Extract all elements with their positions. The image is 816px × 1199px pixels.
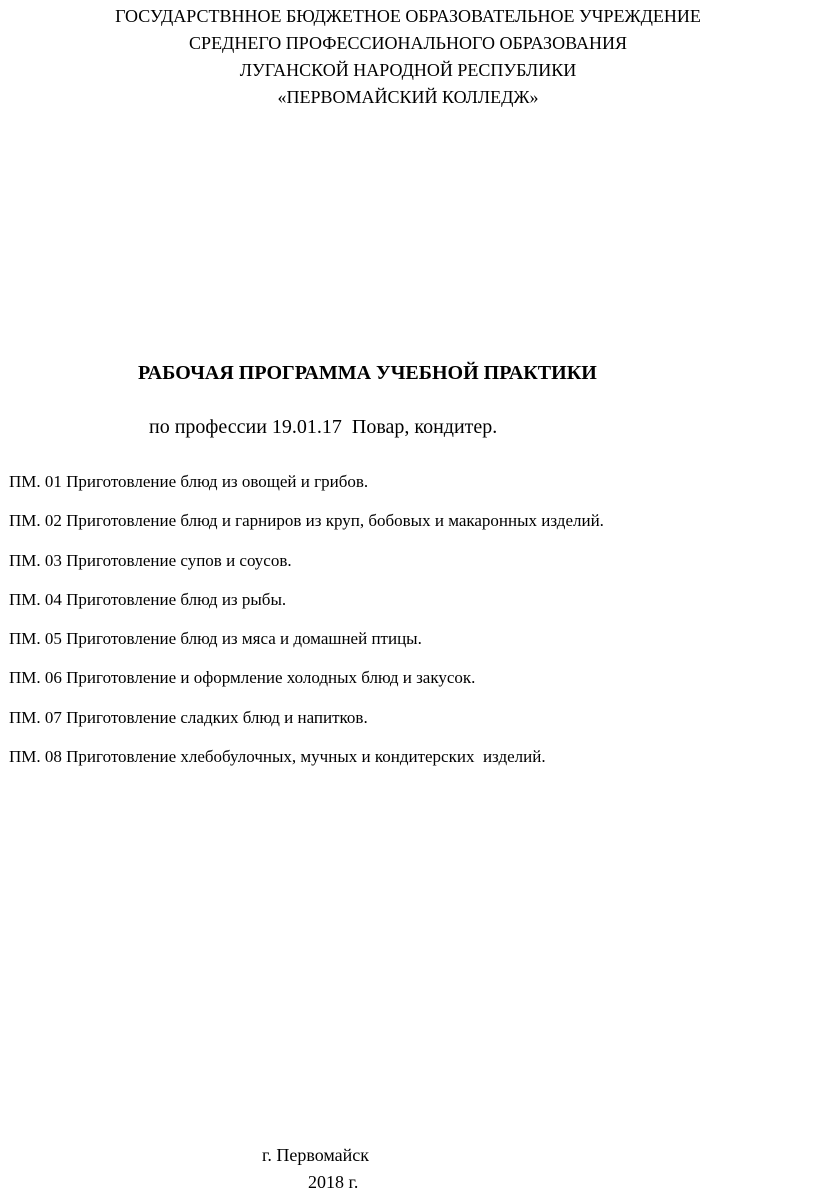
module-item: ПМ. 01 Приготовление блюд из овощей и грибов.: [9, 472, 369, 491]
footer-year: 2018 г.: [308, 1172, 359, 1192]
module-item: ПМ. 05 Приготовление блюд из мяса и домашней птицы.: [9, 629, 422, 649]
header-line: СРЕДНЕГО ПРОФЕССИОНАЛЬНОГО ОБРАЗОВАНИЯ: [189, 33, 627, 53]
module-item: ПМ. 02 Приготовление блюд и гарниров из круп, бобовых и макаронных изделий.: [9, 511, 604, 531]
module-item: ПМ. 07 Приготовление сладких блюд и напитков.: [9, 707, 368, 727]
footer-city: г. Первомайск: [262, 1145, 369, 1165]
institution-header: [0, 3, 816, 111]
module-item: ПМ. 03 Приготовление супов и соусов.: [9, 550, 292, 570]
header-line: ГОСУДАРСТВННОЕ БЮДЖЕТНОЕ ОБРАЗОВАТЕЛЬНОЕ УЧРЕЖДЕНИЕ: [115, 6, 701, 26]
module-item: ПМ. 06 Приготовление и оформление холодных блюд и закусок.: [9, 668, 476, 688]
module-item: ПМ. 04 Приготовление блюд из рыбы.: [9, 589, 287, 609]
module-item: ПМ. 08 Приготовление хлебобулочных, мучных и кондитерских изделий.: [9, 747, 546, 767]
header-line: ЛУГАНСКОЙ НАРОДНОЙ РЕСПУБЛИКИ: [239, 60, 577, 80]
header-line: «ПЕРВОМАЙСКИЙ КОЛЛЕДЖ»: [277, 87, 539, 107]
document-title: РАБОЧАЯ ПРОГРАММА УЧЕБНОЙ ПРАКТИКИ: [138, 362, 597, 384]
module-list: [9, 470, 604, 784]
profession-line: по профессии 19.01.17 Повар, кондитер.: [149, 416, 498, 438]
